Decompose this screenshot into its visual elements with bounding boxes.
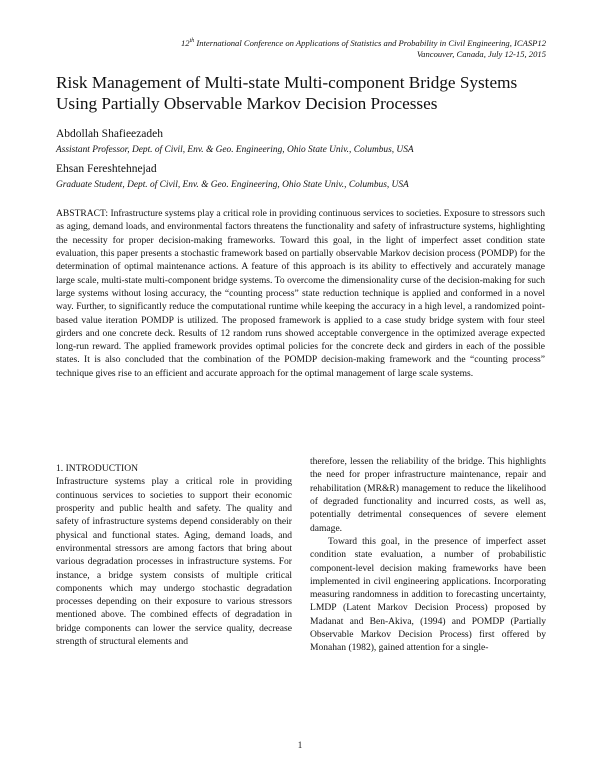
conference-line-1	[116, 36, 546, 49]
abstract: ABSTRACT: Infrastructure systems play a critical role in providing continuous services to societies. Exposure to stressors such as aging, demand loads, and environmental factors threatens the functionality and safety of infrastructure systems, highlighting the necessity for proper decision-making frameworks. Toward this goal, in the light of imperfect asset condition state evaluation, this paper presents a stochastic framework based on partially observable Markov decision process (POMDP) for the determination of optimal maintenance actions. A feature of this approach is its ability to effectively and accurately manage large scale, multi-state multi-component bridge systems. To overcome the dimensionality curse of the decision-making for such large systems without losing accuracy, the “counting process” state reduction technique is applied and conformed in a novel way. Further, to significantly reduce the computational runtime while keeping the accuracy in a high level, a randomized point-based value iteration POMDP is utilized. The proposed framework is applied to a case study bridge system with four steel girders and one concrete deck. Results of 12 random runs showed acceptable convergence in the optimized average expected long-run reward. The applied framework provides optimal policies for the concrete deck and girders in each of the possible states. It is also concluded that the combination of the POMDP decision-making framework and the “counting process” technique gives rise to an efficient and accurate approach for the optimal management of large scale systems.	[56, 208, 545, 379]
conference-ordinal-suffix: th	[189, 38, 195, 44]
conference-location-date: Vancouver, Canada, July 12-15, 2015	[416, 48, 546, 59]
paper-title: Risk Management of Multi-state Multi-component Bridge Systems Using Partially Observable Markov Decision Processes	[56, 73, 518, 113]
page-number: 1	[297, 740, 303, 750]
intro-paragraph-1-continued: therefore, lessen the reliability of the bridge. This highlights the need for proper infrastructure maintenance, repair and rehabilitation (MR&R) management to reduce the likelihood of degraded functionality and incurred costs, as well as, potentially detrimental consequences of severe element damage.	[310, 456, 546, 534]
conference-header	[116, 36, 546, 60]
author-name-1: Abdollah Shafieezadeh	[56, 128, 163, 140]
author-affiliation-1: Assistant Professor, Dept. of Civil, Env. & Geo. Engineering, Ohio State Univ., Columbus, USA	[56, 145, 414, 155]
left-column	[56, 462, 292, 648]
section-heading-introduction: 1. INTRODUCTION	[56, 463, 139, 474]
intro-paragraph-2: Toward this goal, in the presence of imperfect asset condition state evaluation, a number of probabilistic component-level decision making frameworks have been implemented in civil engineering applications. Incorporating measuring randomness in addition to forecasting uncertainty, LMDP (Latent Markov Decision Process) proposed by Madanat and Ben-Akiva, (1994) and POMDP (Partially Observable Markov Decision Process) first offered by Monahan (1982), gained attention for a single-	[310, 535, 546, 654]
intro-paragraph-1: Infrastructure systems play a critical role in providing continuous services to societies to support their economic prosperity and public health and safety. The quality and safety of infrastructure systems depend considerably on their physical and functional states. Aging, demand loads, and environmental stressors are among factors that bring about various degradation processes in infrastructure systems. For instance, a bridge system consists of multiple critical components which may undergo stochastic degradation processes depending on their exposure to various stressors mentioned above. The combined effects of degradation in bridge components can lower the service quality, decrease strength of structural elements and	[56, 476, 292, 648]
conference-name: International Conference on Applications of Statistics and Probability in Civil Engineering, ICASP12	[194, 37, 546, 48]
conference-ordinal: 12	[180, 37, 190, 48]
right-column	[310, 455, 546, 655]
author-affiliation-2: Graduate Student, Dept. of Civil, Env. & Geo. Engineering, Ohio State Univ., Columbus, USA	[56, 180, 409, 190]
author-name-2: Ehsan Fereshtehnejad	[56, 163, 157, 175]
